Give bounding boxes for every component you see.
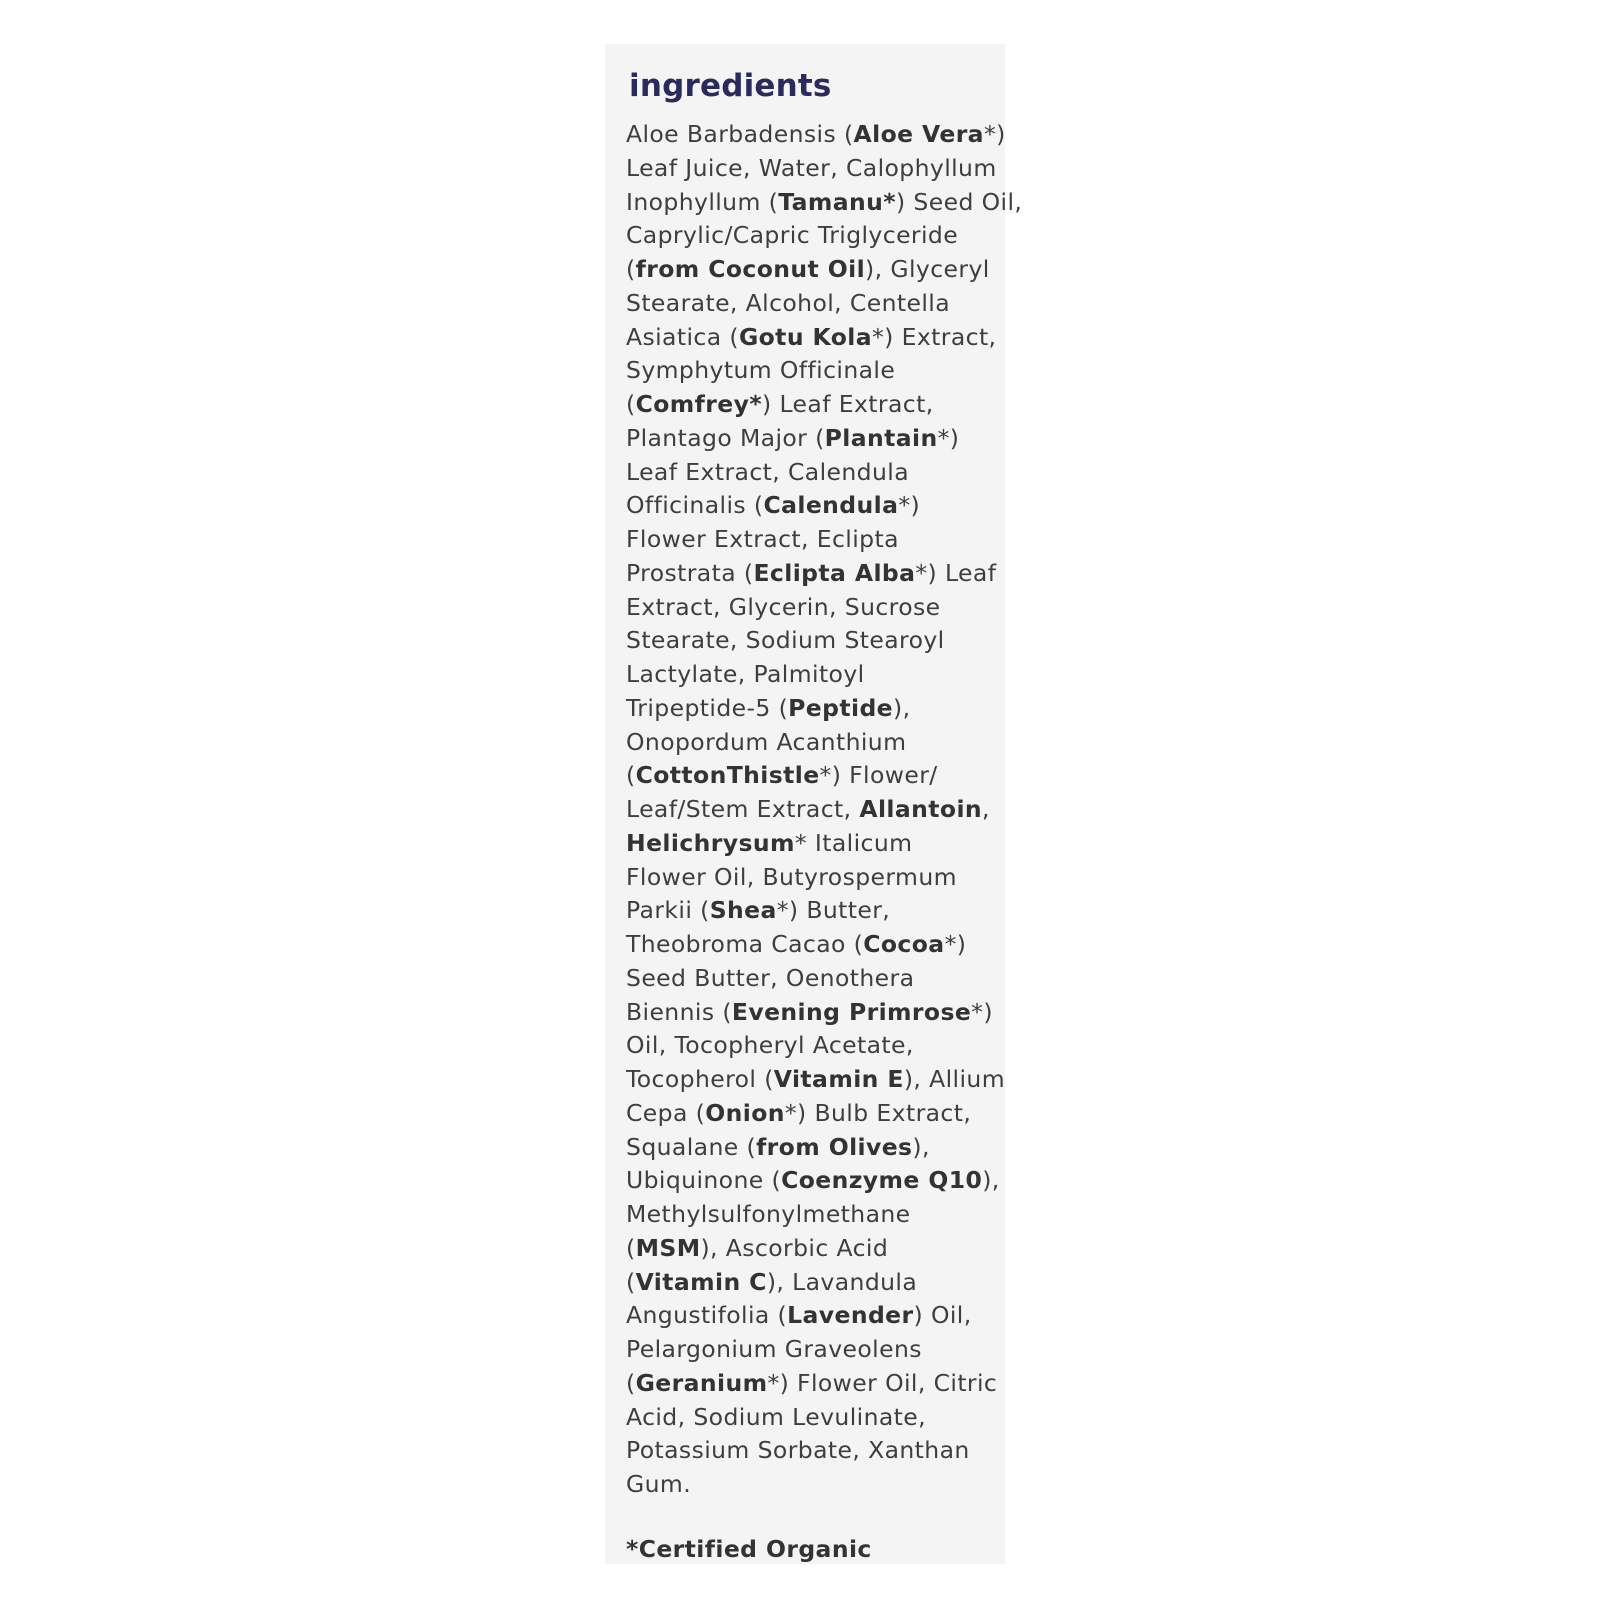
ingredient-line: [626, 1434, 996, 1468]
ingredient-text: Leaf Extract, Calendula: [626, 457, 910, 486]
ingredient-text: Plantago Major (: [626, 423, 825, 452]
ingredient-text: Aloe Barbadensis (: [626, 120, 854, 148]
ingredient-text: Lactylate, Palmitoyl: [626, 660, 865, 688]
ingredient-line: [626, 118, 1006, 152]
ingredient-common-name: Allantoin: [859, 795, 983, 823]
ingredient-text: Leaf Juice, Water, Calophyllum: [626, 153, 997, 182]
ingredient-line: [626, 422, 996, 456]
ingredient-line: [626, 1367, 996, 1401]
ingredient-line: [626, 962, 996, 996]
ingredient-text: *): [983, 120, 1006, 148]
ingredient-text: Gum.: [626, 1470, 692, 1498]
ingredient-text: Leaf/Stem Extract,: [626, 795, 860, 823]
ingredient-line: [626, 1299, 996, 1333]
ingredient-text: Cepa (: [626, 1098, 706, 1127]
ingredient-line: [626, 861, 996, 895]
ingredient-text: Tripeptide-5 (: [626, 693, 789, 722]
ingredient-text: Biennis (: [626, 997, 732, 1026]
ingredient-line: [626, 1063, 1005, 1097]
ingredient-line: [626, 287, 996, 321]
ingredient-text: *) Leaf: [915, 558, 997, 587]
ingredient-common-name: from Coconut Oil: [635, 255, 866, 283]
ingredient-line: [626, 1164, 1000, 1198]
ingredient-text: Pelargonium Graveolens: [626, 1335, 922, 1363]
ingredient-text: ) Oil,: [913, 1301, 972, 1330]
ingredient-common-name: Shea: [709, 896, 777, 925]
ingredient-line: [626, 759, 996, 793]
ingredient-common-name: Onion: [705, 1098, 785, 1127]
ingredient-text: ), Lavandula: [766, 1267, 918, 1296]
ingredient-text: *) Bulb Extract,: [784, 1098, 972, 1127]
ingredient-text: (: [626, 390, 636, 418]
ingredient-text: Flower Extract, Eclipta: [626, 525, 899, 553]
ingredient-common-name: Coenzyme Q10: [781, 1166, 983, 1195]
ingredient-text: (: [626, 1368, 636, 1397]
ingredient-text: Stearate, Sodium Stearoyl: [626, 626, 945, 655]
ingredient-text: *) Flower/: [819, 761, 938, 790]
ingredient-line: [626, 557, 996, 591]
ingredient-line: [626, 354, 996, 388]
ingredient-common-name: Helichrysum: [626, 828, 795, 857]
ingredient-text: ), Ascorbic Acid: [700, 1233, 889, 1262]
ingredient-line: [626, 1097, 996, 1131]
ingredients-panel: [605, 44, 1023, 1564]
ingredient-line: [626, 152, 996, 186]
ingredient-common-name: from Olives: [756, 1132, 913, 1161]
ingredient-text: Parkii (: [626, 896, 710, 925]
ingredient-line: [626, 1266, 996, 1300]
ingredient-text: Tocopherol (: [626, 1065, 774, 1093]
ingredient-common-name: Vitamin E: [773, 1065, 904, 1093]
ingredient-text: Squalane (: [626, 1132, 757, 1161]
ingredient-line: [626, 219, 996, 253]
ingredient-text: ), Glyceryl: [865, 255, 990, 283]
ingredient-text: *) Extract,: [872, 322, 997, 351]
ingredient-text: Prostrata (: [626, 558, 754, 587]
ingredient-line: [626, 726, 996, 760]
ingredient-line: [626, 321, 996, 355]
ingredient-line: [626, 1029, 996, 1063]
ingredient-text: (: [626, 255, 636, 283]
ingredient-text: Officinalis (: [626, 491, 764, 520]
ingredient-line: [626, 928, 996, 962]
ingredient-text: Potassium Sorbate, Xanthan: [626, 1436, 970, 1465]
ingredient-line: [626, 1232, 996, 1266]
ingredient-line: [626, 624, 996, 658]
ingredient-text: Ubiquinone (: [626, 1166, 782, 1195]
ingredient-text: ) Seed Oil,: [895, 187, 1023, 216]
ingredient-common-name: Cocoa: [863, 930, 945, 958]
ingredient-line: [626, 1198, 996, 1232]
ingredient-line: [626, 1131, 996, 1165]
ingredient-text: Oil, Tocopheryl Acetate,: [626, 1031, 914, 1060]
ingredient-line: [626, 692, 996, 726]
ingredients-heading: ingredients: [629, 68, 832, 104]
ingredient-text: Caprylic/Capric Triglyceride: [626, 221, 959, 250]
ingredient-line: [626, 388, 996, 422]
ingredient-text: Theobroma Cacao (: [626, 930, 864, 958]
ingredient-line: [626, 591, 996, 625]
ingredient-line: [626, 456, 996, 490]
ingredient-text: Symphytum Officinale: [626, 356, 896, 385]
ingredient-common-name: Aloe Vera: [853, 120, 984, 148]
ingredient-common-name: CottonThistle: [635, 761, 820, 790]
ingredient-common-name: Evening Primrose: [731, 997, 972, 1026]
ingredient-common-name: Tamanu*: [778, 187, 896, 216]
ingredient-text: Seed Butter, Oenothera: [626, 963, 915, 992]
certified-organic-footnote: *Certified Organic: [626, 1535, 872, 1563]
ingredient-text: *): [937, 423, 960, 452]
ingredient-text: (: [626, 1233, 636, 1262]
ingredient-text: Onopordum Acanthium: [626, 727, 907, 756]
ingredient-text: *): [898, 491, 921, 520]
ingredient-line: [626, 793, 996, 827]
ingredient-line: [626, 1333, 996, 1367]
ingredient-line: [626, 1468, 996, 1502]
ingredient-text: Stearate, Alcohol, Centella: [626, 288, 950, 317]
ingredient-line: [626, 996, 996, 1030]
ingredient-text: ),: [893, 693, 911, 722]
ingredient-text: ),: [912, 1132, 930, 1161]
ingredient-common-name: Eclipta Alba: [753, 558, 916, 587]
ingredient-common-name: Lavender: [787, 1301, 914, 1330]
ingredients-list: [626, 118, 1023, 1502]
ingredient-line: [626, 894, 996, 928]
ingredient-text: (: [626, 1267, 636, 1296]
ingredient-text: *) Butter,: [776, 896, 891, 925]
ingredient-text: ) Leaf Extract,: [762, 390, 934, 418]
ingredient-text: *): [944, 930, 967, 958]
ingredient-line: [626, 489, 996, 523]
ingredient-text: Asiatica (: [626, 322, 739, 351]
ingredient-common-name: Geranium: [635, 1368, 768, 1397]
ingredient-line: [626, 827, 996, 861]
ingredient-text: (: [626, 761, 636, 790]
ingredient-text: Acid, Sodium Levulinate,: [626, 1402, 926, 1431]
ingredient-text: *): [971, 997, 993, 1026]
ingredient-line: [626, 1401, 996, 1435]
ingredient-text: ),: [982, 1166, 1000, 1195]
ingredient-line: [626, 253, 996, 287]
ingredient-common-name: MSM: [635, 1233, 701, 1262]
ingredient-text: Flower Oil, Butyrospermum: [626, 862, 957, 891]
ingredient-line: [626, 658, 996, 692]
ingredient-common-name: Calendula: [763, 491, 899, 520]
ingredient-text: ), Allium: [903, 1065, 1005, 1093]
ingredient-text: Methylsulfonylmethane: [626, 1200, 911, 1228]
ingredient-common-name: Comfrey*: [635, 390, 763, 418]
ingredient-text: Angustifolia (: [626, 1301, 788, 1330]
ingredient-common-name: Plantain: [824, 423, 938, 452]
ingredient-text: Inophyllum (: [626, 187, 779, 216]
ingredient-line: [626, 186, 1023, 220]
ingredient-common-name: Vitamin C: [635, 1267, 767, 1296]
ingredient-text: ,: [982, 795, 990, 823]
ingredient-text: * Italicum: [794, 828, 913, 857]
ingredient-common-name: Gotu Kola: [738, 322, 872, 351]
ingredient-text: *) Flower Oil, Citric: [767, 1368, 998, 1397]
ingredient-line: [626, 523, 996, 557]
ingredient-common-name: Peptide: [788, 693, 894, 722]
ingredient-text: Extract, Glycerin, Sucrose: [626, 592, 941, 621]
